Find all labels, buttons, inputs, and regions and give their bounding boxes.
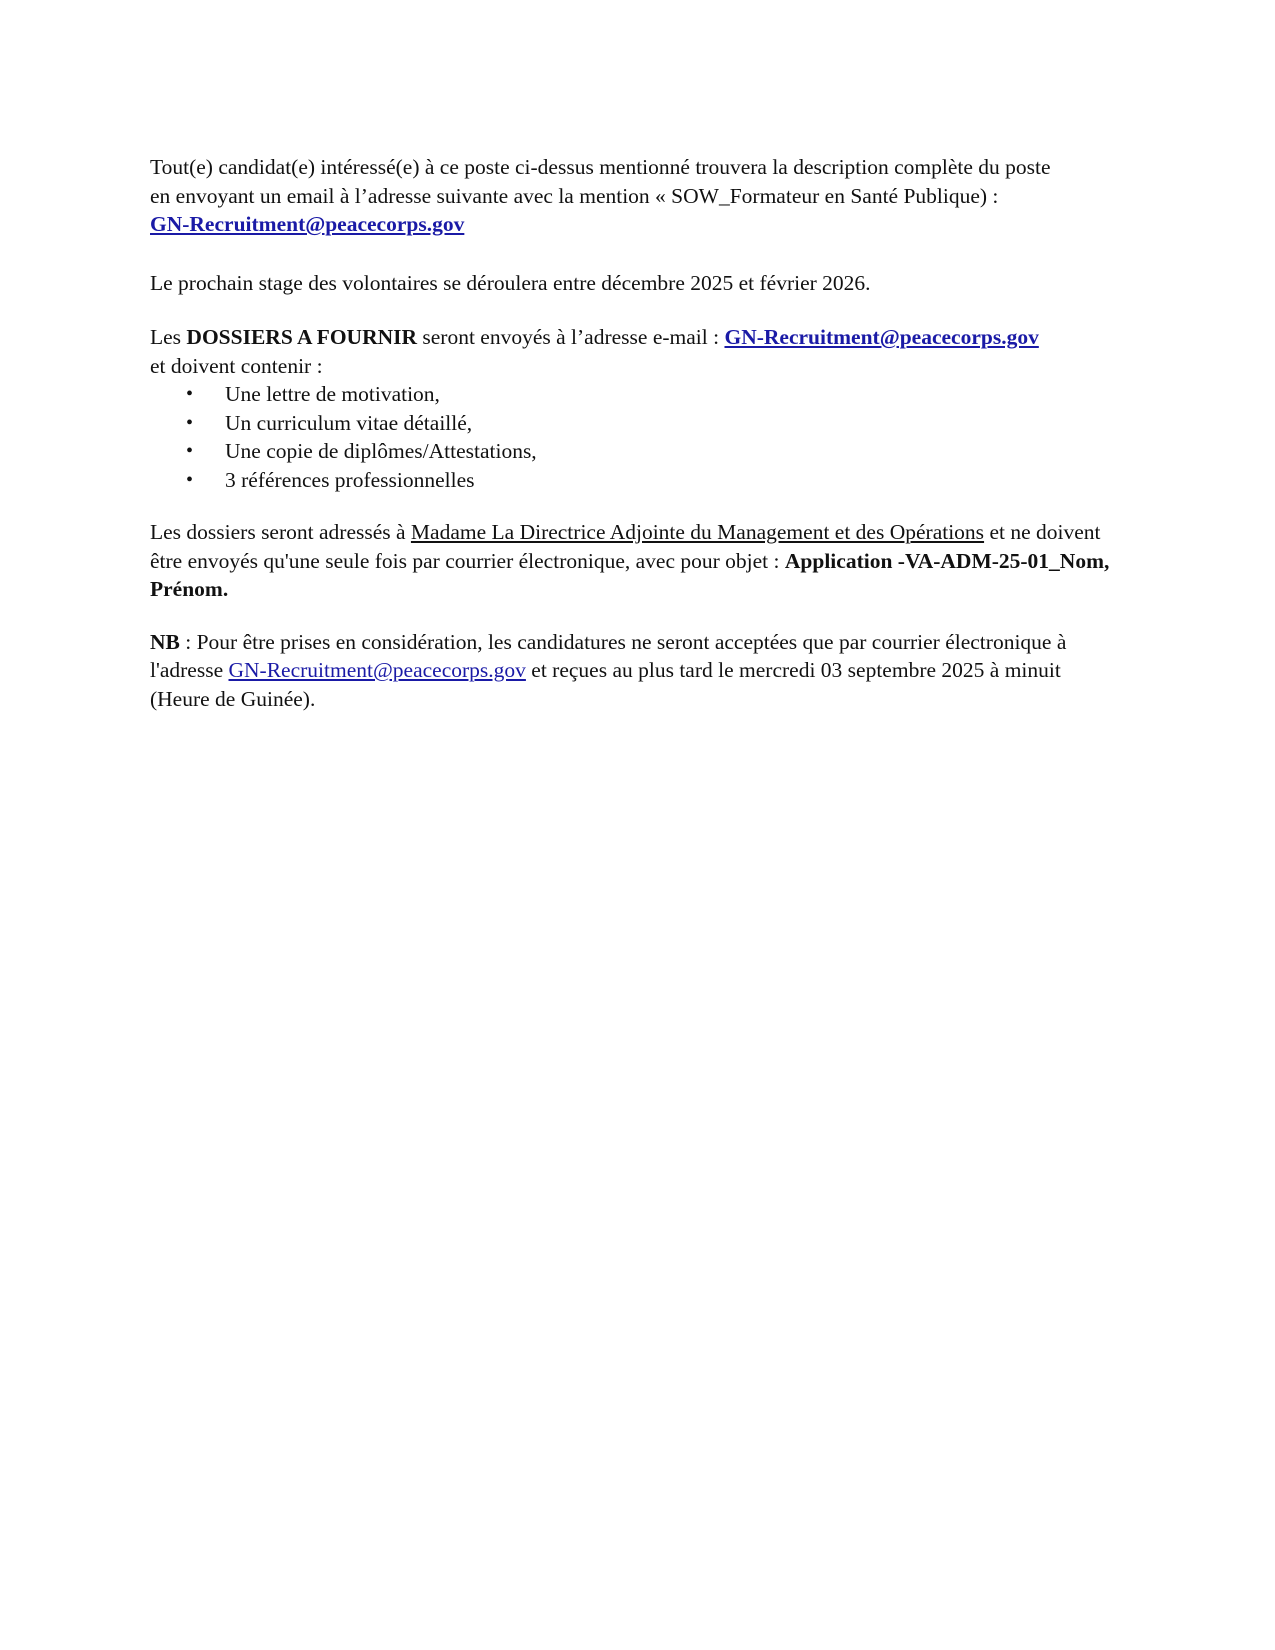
- list-item: [150, 380, 1125, 409]
- dossiers-suffix: et doivent contenir :: [150, 353, 323, 378]
- bullet-icon: •: [186, 468, 194, 491]
- list-item: [150, 466, 1125, 495]
- nb-label: NB: [150, 629, 180, 654]
- dossiers-email-link[interactable]: GN-Recruitment@peacecorps.gov: [724, 325, 1039, 349]
- list-item-text: 3 références professionnelles: [225, 467, 475, 492]
- dossiers-prefix: Les: [150, 325, 187, 349]
- email-subject: Application -VA-ADM-25-01_Nom, Prénom.: [150, 548, 1110, 601]
- adresse-prefix: Les dossiers seront adressés à: [150, 520, 411, 544]
- list-item-text: Une copie de diplômes/Attestations,: [225, 439, 537, 463]
- dossiers-middle: seront envoyés à l’adresse e-mail :: [417, 325, 725, 349]
- bullet-icon: •: [186, 411, 194, 434]
- intro-paragraph: [150, 153, 1125, 239]
- list-item: [150, 409, 1125, 438]
- nb-email-link[interactable]: GN-Recruitment@peacecorps.gov: [228, 658, 526, 682]
- intro-email-link[interactable]: GN-Recruitment@peacecorps.gov: [150, 212, 465, 236]
- dossiers-heading: DOSSIERS A FOURNIR: [186, 325, 418, 349]
- nb-text-2: et reçues au plus tard le mercredi 03 septembre 2025 à minuit (Heure de Guinée).: [150, 658, 1061, 711]
- adresse-middle: et ne doivent être envoyés qu'une seule fois par courrier électronique, avec pour objet :: [150, 520, 1101, 573]
- nb-text-1: : Pour être prises en considération, les candidatures ne seront acceptées que par courrier électronique à l'adresse: [150, 629, 1067, 682]
- dossiers-paragraph: [150, 323, 1125, 380]
- nb-paragraph: [150, 628, 1125, 714]
- bullet-icon: •: [186, 440, 194, 462]
- intro-line-2: en envoyant un email à l’adresse suivante avec la mention « SOW_Formateur en Santé Publique) :: [150, 183, 999, 208]
- documents-list: [150, 380, 1125, 494]
- list-item-text: Un curriculum vitae détaillé,: [225, 410, 473, 435]
- bullet-icon: •: [186, 383, 194, 405]
- dossiers-section: [150, 323, 1125, 494]
- recipient-name: Madame La Directrice Adjointe du Management et des Opérations: [410, 520, 985, 544]
- list-item-text: Une lettre de motivation,: [225, 382, 440, 406]
- intro-line-1: Tout(e) candidat(e) intéressé(e) à ce poste ci-dessus mentionné trouvera la description complète du poste: [150, 155, 1051, 179]
- document-page: [150, 153, 1125, 713]
- stage-paragraph: Le prochain stage des volontaires se déroulera entre décembre 2025 et février 2026.: [150, 270, 871, 295]
- adresse-paragraph: [150, 518, 1125, 604]
- list-item: [150, 437, 1125, 466]
